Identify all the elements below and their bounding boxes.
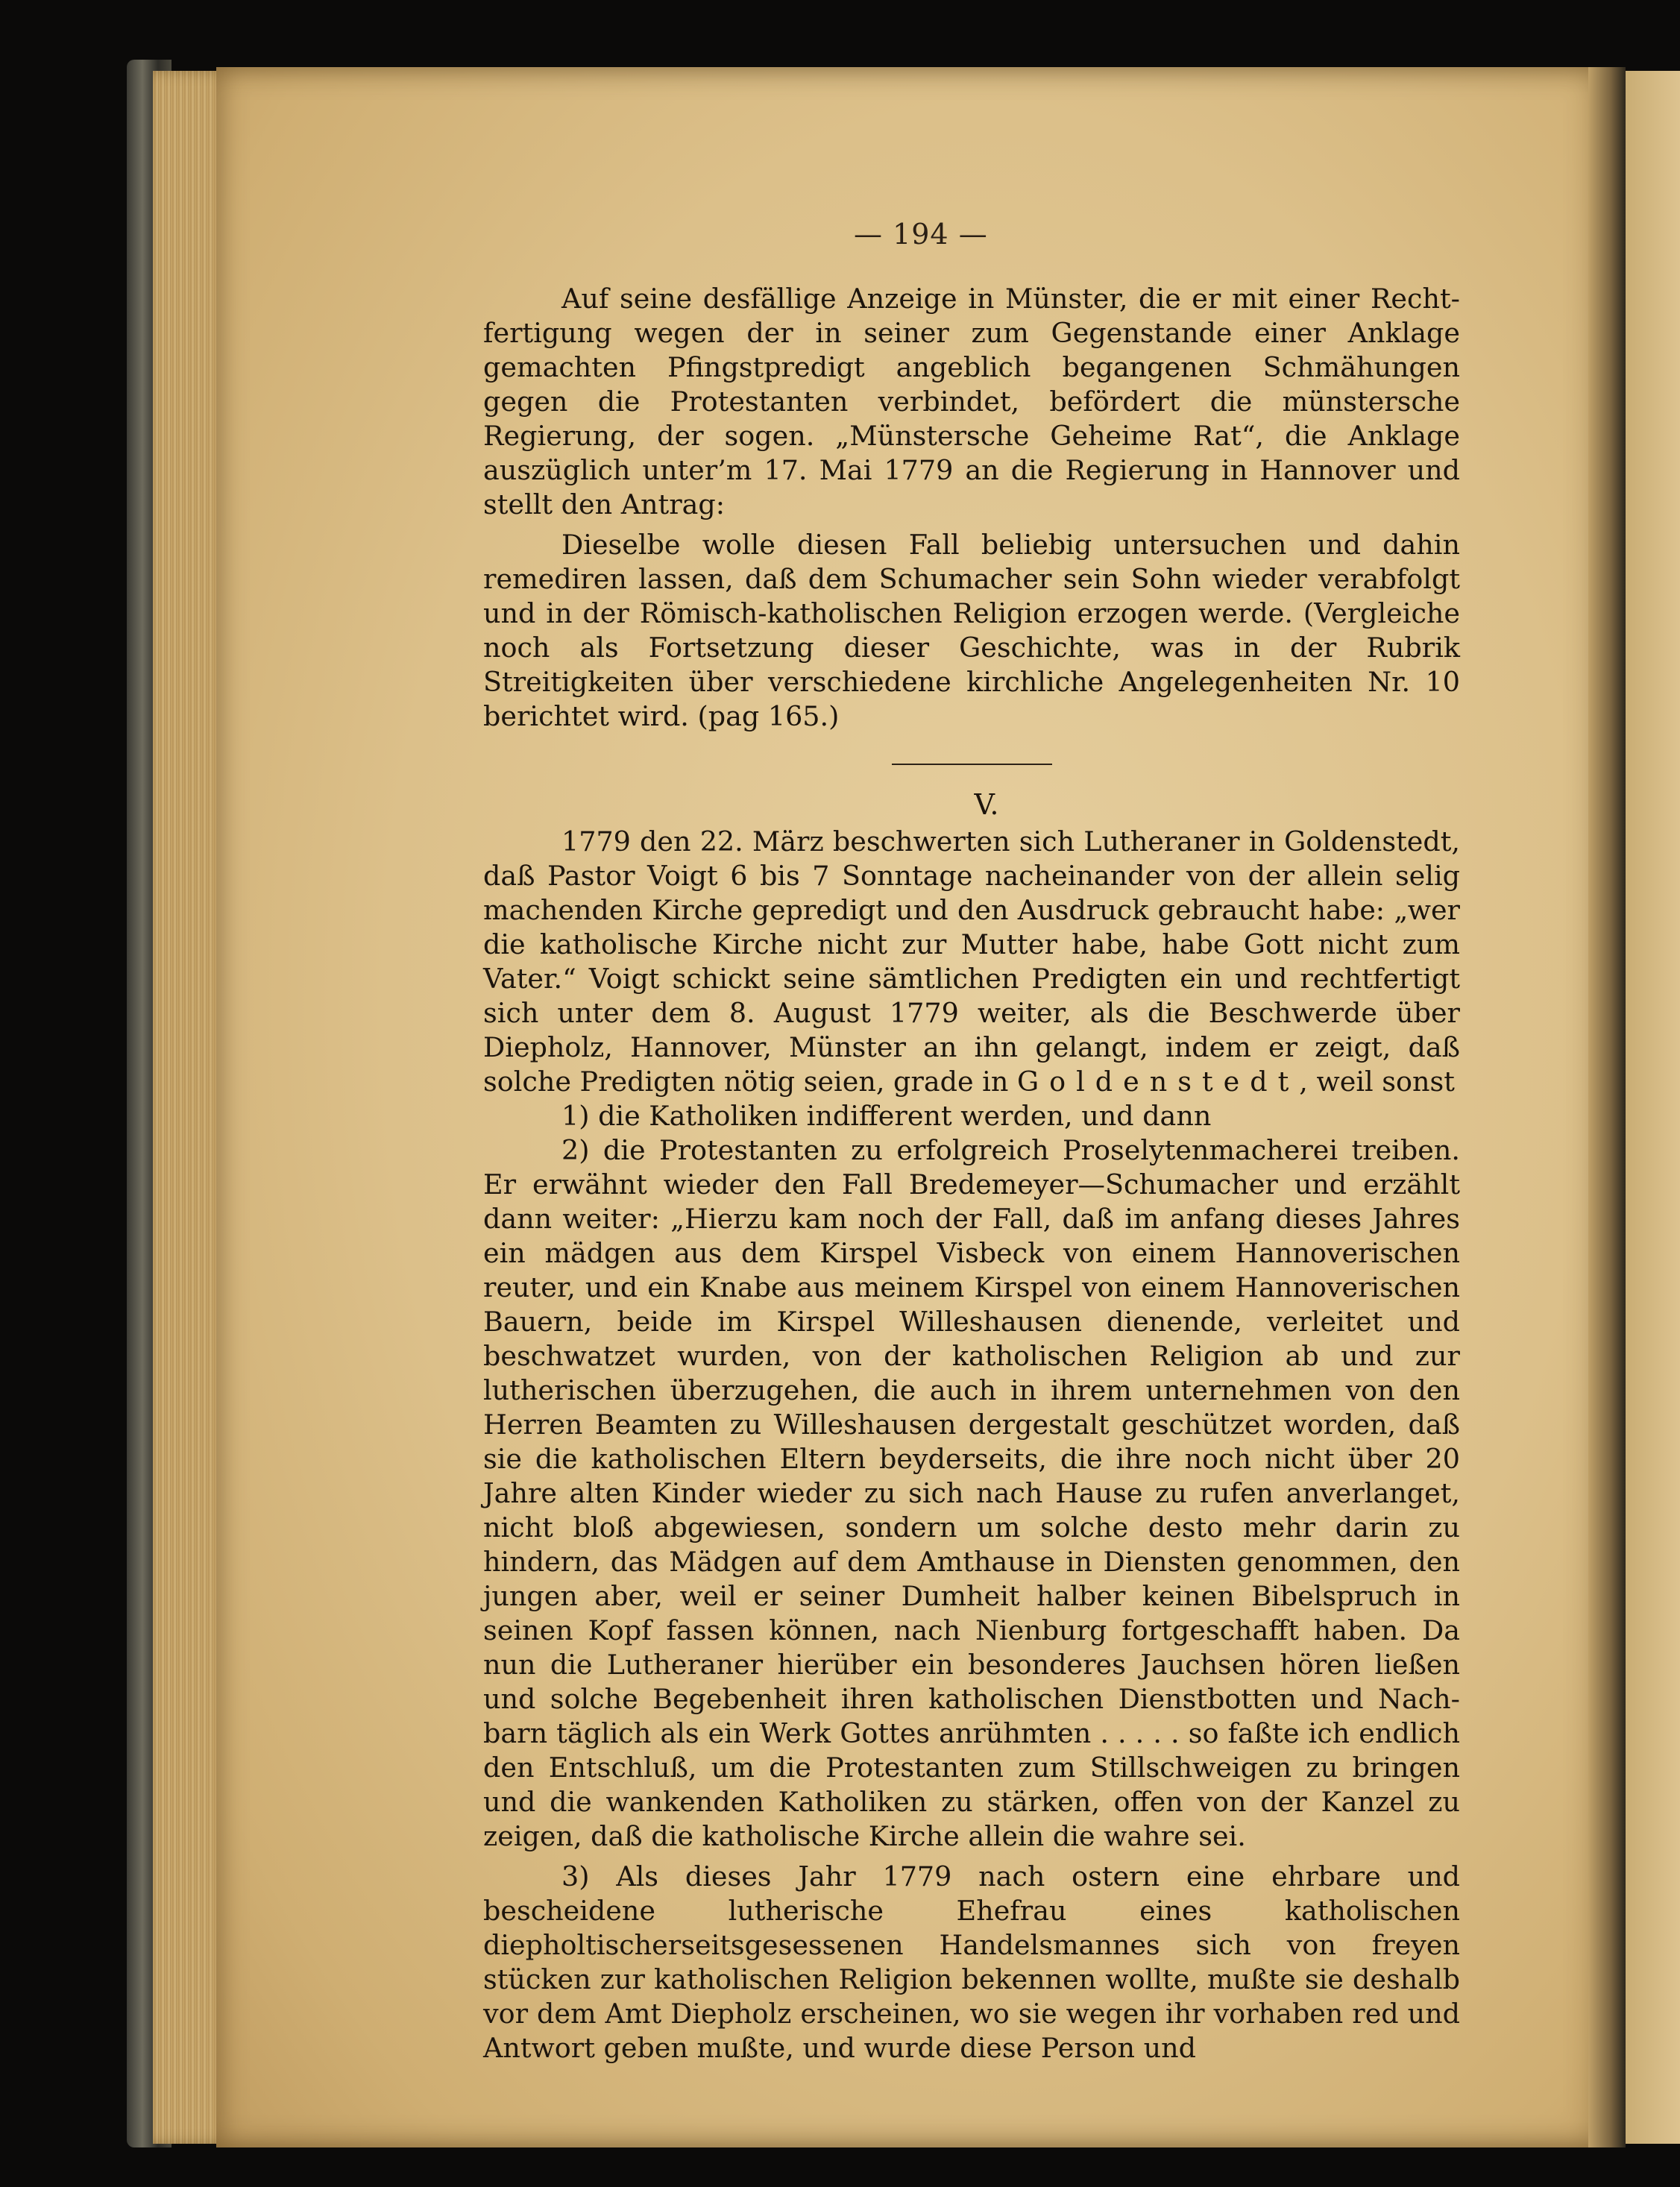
- page-number: — 194 —: [854, 218, 988, 251]
- list-item-2: 2) die Protestanten zu erfolgreich Proselytenmacherei treiben. Er erwähnt wieder den Fall Bredemeyer—Schumacher und erzählt dann weiter: „Hierzu kam noch der Fall, daß im anfang dieses Jahres ein mädgen aus dem Kirspel Visbeck von einem Hannoverischen reuter, und ein Knabe aus meinem Kirspel von einem Hannoverischen Bauern, beide im Kirspel Willeshausen dienende, verleitet und beschwatzet wurden, von der katholischen Religion ab und zur lutherischen überzugehen, die auch in ihrem unternehmen von den Herren Beamten zu Willeshausen dergestalt geschützet worden, daß sie die katholischen Eltern beyderseits, die ihre noch nicht über 20 Jahre alten Kinder wieder zu sich nach Hause zu rufen anverlanget, nicht bloß abgewiesen, sondern um solche desto mehr darin zu hindern, das Mädgen auf dem Amthause in Diensten genommen, den jungen aber, weil er seiner Dumheit halber keinen Bibelspruch in seinen Kopf fassen können, nach Nienburg fortgeschafft haben. Da nun die Lutheraner hierüber ein besonderes Jauchsen hören ließen und solche Begebenheit ihren katholischen Dienstbotten und Nachbarn täglich als ein Werk Gottes anrühmten . . . . . so faßte ich endlich den Entschluß, um die Protestanten zum Stillschweigen zu bringen und die wankenden Katholiken zu stärken, offen von der Kanzel zu zeigen, daß die katholische Kirche allein die wahre sei.: [483, 1134, 1460, 1852]
- section-heading: V.: [974, 788, 999, 821]
- page-text: [483, 216, 1460, 2065]
- next-page-edge: [1626, 71, 1680, 2144]
- section-divider: [892, 764, 1052, 765]
- paragraph-3-text: 1779 den 22. März beschwerten sich Lutheraner in Goldenstedt, daß Pastor Voigt 6 bis 7 Sonntage nacheinander von der allein selig machenden Kirche gepredigt und den Ausdruck gebraucht habe: „wer die katholische Kirche nicht zur Mutter habe, habe Gott nicht zum Vater.“ Voigt schickt seine sämtlichen Predigten ein und rechtfertigt sich unter dem 8. August 1779 weiter, als die Beschwerde über Diepholz, Hannover, Münster an ihn gelangt, indem er zeigt, daß solche Predigten nötig seien, grade in: [483, 825, 1460, 1098]
- list-item-3: 3) Als dieses Jahr 1779 nach ostern eine ehrbare und bescheidene lutherische Ehefrau eines katholischen diepholtischerseitsgesessenen Handelsmannes sich von freyen stücken zur katholischen Religion bekennen wollte, mußte sie deshalb vor dem Amt Diepholz erscheinen, wo sie wegen ihr vorhaben red und Antwort geben mußte, und wurde diese Person und: [483, 1860, 1460, 2064]
- list-item-1: 1) die Katholiken indifferent werden, und dann: [561, 1100, 1212, 1132]
- paragraph-3-end: , weil sonst: [1299, 1066, 1455, 1098]
- paragraph-2: Dieselbe wolle diesen Fall beliebig untersuchen und dahin remediren lassen, daß dem Schumacher sein Sohn wieder verabfolgt und in der Römisch-katholischen Religion erzogen werde. (Vergleiche noch als Fortsetzung dieser Geschichte, was in der Rubrik Streitigkeiten über verschiedene kirchliche Angelegenheiten Nr. 10 berichtet wird. (pag 165.): [483, 529, 1460, 732]
- paragraph-3: [483, 825, 1460, 1099]
- paragraph-1: Auf seine desfällige Anzeige in Münster, die er mit einer Rechtfertigung wegen der in seiner zum Gegenstande einer Anklage gemachten Pfingstpredigt angeblich begangenen Schmähungen gegen die Protestanten verbindet, befördert die münstersche Regierung, der sogen. „Münstersche Geheime Rat“, die Anklage auszüglich unter’m 17. Mai 1779 an die Regierung in Hannover und stellt den Antrag:: [483, 283, 1460, 520]
- page-gutter: [1588, 67, 1626, 2147]
- place-name-spaced: Goldenstedt: [1016, 1066, 1300, 1098]
